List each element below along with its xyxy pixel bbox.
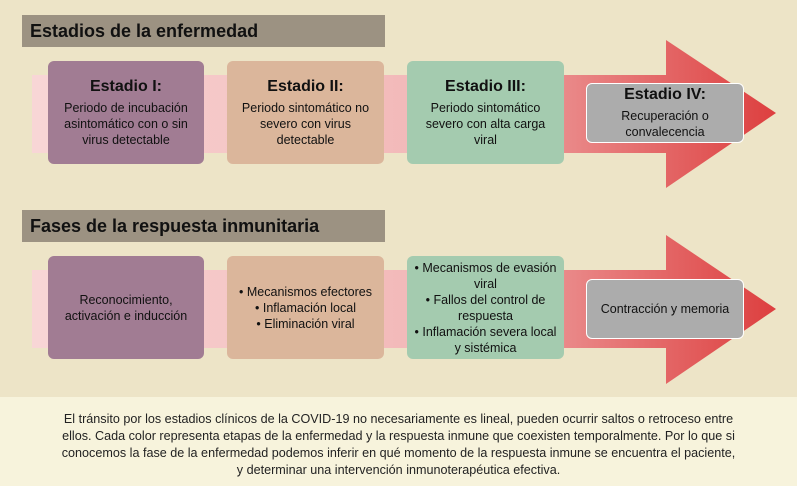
caption-text: El tránsito por los estadios clínicos de la COVID-19 no necesariamente es lineal, pueden ocurrir saltos o retroceso entre ellos. Cada color representa etapas de la enfermedad y la respuesta inmune que coexisten temporalmente. Por lo que si conocemos la fase de la enfermedad podemos inferir en qué momento de la respuesta inmune se encuentra el paciente, y determinar una intervención inmunoterapéutica efectiva. <box>0 397 797 486</box>
immune-phase-4-box <box>586 279 744 339</box>
immune-phase-3-box <box>407 256 564 359</box>
stage-4-box <box>586 83 744 143</box>
stages-header: Estadios de la enfermedad <box>22 15 385 47</box>
stage-1-text: Periodo de incubación asintomático con o sin virus detectable <box>64 100 188 147</box>
immune-phase-2-line-2: • Inflamación local <box>255 300 356 315</box>
stage-2-text: Periodo sintomático no severo con virus detectable <box>241 100 370 147</box>
immune-phase-2-line-3: • Eliminación viral <box>256 316 355 331</box>
stage-1-title: Estadio I: <box>89 77 162 95</box>
immune-phase-3-line-3: • Inflamación severa local y sistémica <box>414 324 557 355</box>
stage-3-box <box>407 61 564 164</box>
immune-phase-4-line: Contracción y memoria <box>600 302 730 316</box>
stage-2-box <box>227 61 384 164</box>
immune-phase-2-box <box>227 256 384 359</box>
stage-4-text: Recuperación o convalecencia <box>621 109 709 139</box>
stage-3-title: Estadio III: <box>445 77 526 95</box>
immune-header: Fases de la respuesta inmunitaria <box>22 210 385 242</box>
stage-4-title: Estadio IV: <box>624 86 706 103</box>
immune-phase-3-line-1: • Mecanismos de evasión viral <box>414 260 557 291</box>
stage-3-text: Periodo sintomático severo con alta carga viral <box>425 100 546 147</box>
stage-2-title: Estadio II: <box>267 77 344 95</box>
immune-phase-1-line: Reconocimiento, activación e inducción <box>64 292 188 323</box>
immune-phase-3-line-2: • Fallos del control de respuesta <box>425 292 546 323</box>
immune-phase-1-box <box>48 256 204 359</box>
immune-phase-2-line-1: • Mecanismos efectores <box>239 284 372 299</box>
stage-1-box <box>48 61 204 164</box>
